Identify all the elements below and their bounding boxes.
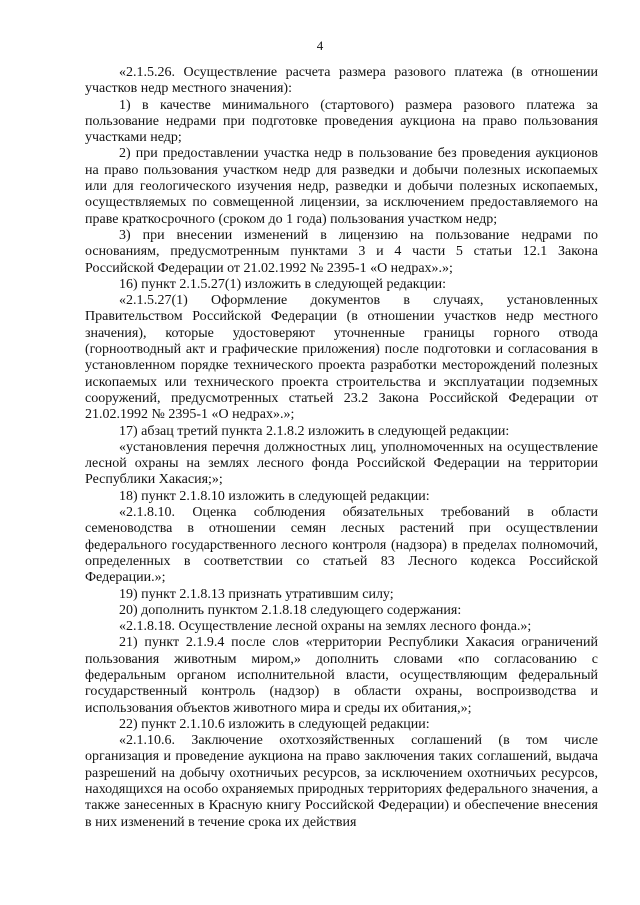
paragraph-item-3: 3) при внесении изменений в лицензию на пользование недрами по основаниям, предусмотренным пунктами 3 и 4 части 5 статьи 12.1 Закона Российской Федерации от 21.02.1992 № 2395-1 «О недрах».»; — [85, 227, 598, 276]
paragraph-item-2: 2) при предоставлении участка недр в пользование без проведения аукционов на право пользования участком недр для разведки и добычи полезных ископаемых или для геологического изучения недр, разведки и добычи полезных ископаемых, осуществляемых по совмещенной лицензии, за исключением предоставляемого на праве краткосрочного (сроком до 1 года) пользования участком недр; — [85, 146, 598, 227]
paragraph-2-1-5-26: «2.1.5.26. Осуществление расчета размера разового платежа (в отношении участков недр местного значения): — [85, 65, 598, 97]
paragraph-amendment-20: 20) дополнить пунктом 2.1.8.18 следующего содержания: — [119, 602, 462, 618]
document-body — [85, 65, 598, 831]
paragraph-amendment-21: 21) пункт 2.1.9.4 после слов «территории Республики Хакасия ограничений пользования животным миром,» дополнить словами «по согласованию с федеральным органом исполнительной власти, осуществляющим федеральный государственный контроль (надзор) в области охраны, воспроизводства и использования объектов животного мира и среды их обитания,»; — [85, 635, 598, 716]
paragraph-amendment-17: 17) абзац третий пункта 2.1.8.2 изложить в следующей редакции: — [119, 423, 510, 439]
paragraph-forest-officials: «установления перечня должностных лиц, уполномоченных на осуществление лесной охраны на землях лесного фонда Российской Федерации на территории Республики Хакасия;»; — [85, 439, 598, 488]
paragraph-2-1-10-6: «2.1.10.6. Заключение охотхозяйственных соглашений (в том числе организация и проведение аукциона на право заключения таких соглашений, выдача разрешений на добычу охотничьих ресурсов, за исключением охотничьих ресурсов, находящихся на особо охраняемых природных территориях федерального значения, а также занесенных в Красную книгу Российской Федерации) и обеспечение внесения в них изменений в течение срока их действия — [85, 733, 598, 830]
paragraph-2-1-8-10: «2.1.8.10. Оценка соблюдения обязательных требований в области семеноводства в отношении семян лесных растений при осуществлении федерального государственного лесного контроля (надзора) в пределах полномочий, определенных в соответствии со статьей 83 Лесного кодекса Российской Федерации.»; — [85, 505, 598, 586]
paragraph-item-1: 1) в качестве минимального (стартового) размера разового платежа за пользование недрами при подготовке проведения аукциона на право пользования участками недр; — [85, 97, 598, 146]
paragraph-2-1-5-27-1: «2.1.5.27(1) Оформление документов в случаях, установленных Правительством Российской Федерации (в отношении участков недр местного значения), которые удостоверяют уточненные границы горного отвода (горноотводный акт и графические приложения) после подготовки и согласования в установленном порядке технического проекта разработки месторождений полезных ископаемых или технического проекта строительства и эксплуатации подземных сооружений, предусмотренных статьей 23.2 Закона Российской Федерации от 21.02.1992 № 2395-1 «О недрах».»; — [85, 293, 598, 423]
paragraph-2-1-8-18: «2.1.8.18. Осуществление лесной охраны на землях лесного фонда.»; — [119, 619, 532, 635]
paragraph-amendment-16: 16) пункт 2.1.5.27(1) изложить в следующей редакции: — [119, 276, 446, 292]
paragraph-amendment-18: 18) пункт 2.1.8.10 изложить в следующей редакции: — [119, 488, 430, 504]
page-number: 4 — [316, 38, 324, 53]
paragraph-amendment-22: 22) пункт 2.1.10.6 изложить в следующей редакции: — [119, 716, 430, 732]
paragraph-amendment-19: 19) пункт 2.1.8.13 признать утратившим силу; — [119, 586, 394, 602]
